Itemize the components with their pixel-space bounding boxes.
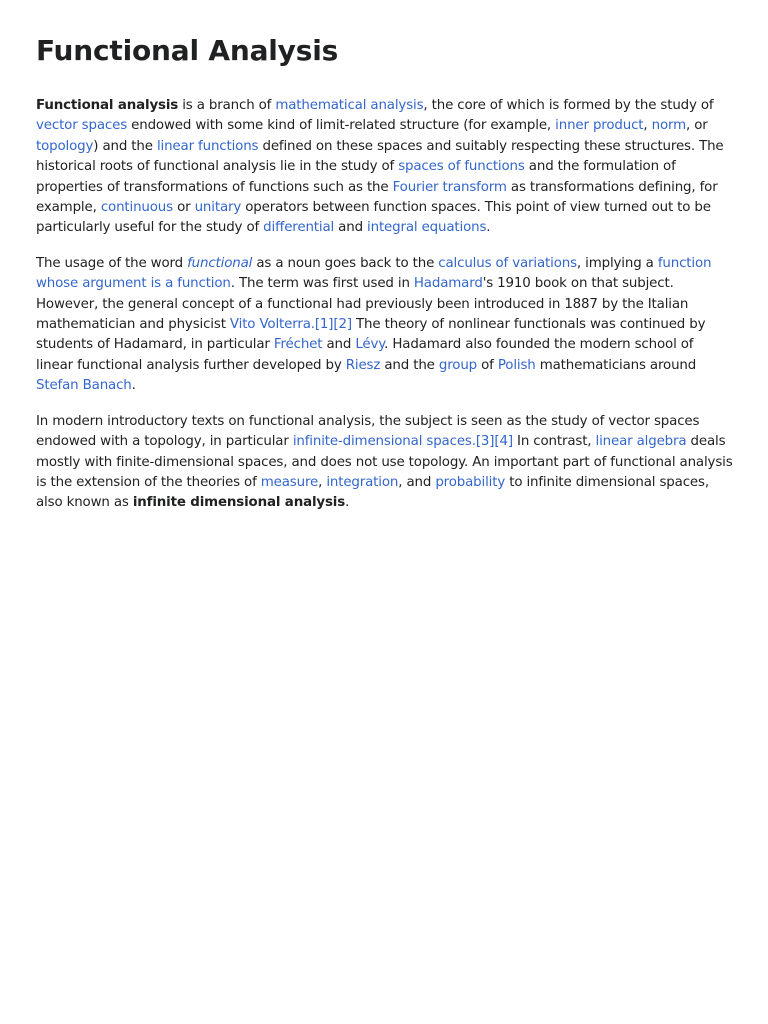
text-span: or xyxy=(172,200,195,216)
text-span: endowed with some kind of limit-related structure (for example, xyxy=(127,118,556,134)
text-span: mathematicians around xyxy=(535,357,697,373)
text-span: , and xyxy=(398,474,436,490)
text-span: , xyxy=(318,474,327,490)
text-span: The usage of the word xyxy=(36,255,188,271)
link-differential[interactable]: differential xyxy=(263,220,335,236)
link-riesz[interactable]: Riesz xyxy=(345,357,381,373)
link-linear-algebra[interactable]: linear algebra xyxy=(595,434,687,450)
link-linear-functions[interactable]: linear functions xyxy=(156,138,259,154)
text-span: ) and the xyxy=(93,138,157,154)
text-span: and xyxy=(334,220,368,236)
bold-term-functional-analysis: Functional analysis xyxy=(36,98,179,113)
link-inner-product[interactable]: inner product xyxy=(555,118,644,134)
text-span: and the formulation of properties of transformations of functions such as the xyxy=(36,159,676,195)
text-span: , the core of which is formed by the study of xyxy=(423,98,714,113)
text-span: as a noun goes back to the xyxy=(252,255,439,271)
text-span: . xyxy=(131,378,136,394)
link-integration[interactable]: integration xyxy=(326,474,399,490)
text-span: , xyxy=(643,118,652,134)
link-spaces-of-functions[interactable]: spaces of functions xyxy=(398,159,525,175)
text-span: as transformations defining, for example, xyxy=(36,179,718,216)
citation-link-2[interactable]: [2] xyxy=(333,317,352,333)
paragraph-modern xyxy=(36,412,734,514)
text-span: 's 1910 book on that subject. However, the general concept of a functional had previously been introduced in 1887 by the Italian mathematician and physicist xyxy=(36,276,689,333)
link-function-whose-argument-is-a-function[interactable]: function whose argument is a function xyxy=(36,255,712,292)
paragraph-history xyxy=(36,254,734,397)
link-mathematical-analysis[interactable]: mathematical analysis xyxy=(275,98,424,113)
link-vector-spaces[interactable]: vector spaces xyxy=(36,118,128,134)
link-hadamard[interactable]: Hadamard xyxy=(413,276,483,292)
link-functional[interactable] xyxy=(187,256,252,271)
text-span: deals mostly with finite-dimensional spaces, and does not use topology. An important part of functional analysis is the extension of the theories of xyxy=(36,434,733,490)
link-measure[interactable]: measure xyxy=(260,474,319,490)
link-fourier-transform[interactable]: Fourier transform xyxy=(392,179,507,195)
citation-link-1[interactable]: [1] xyxy=(314,317,334,333)
text-span: to infinite dimensional spaces, also known as xyxy=(36,474,709,511)
link-frechet[interactable]: Fréchet xyxy=(273,337,323,353)
text-span: In modern introductory texts on functional analysis, the subject is seen as the study of vector spaces endowed with a topology, in particular xyxy=(36,413,700,450)
text-span: The theory of nonlinear functionals was continued by students of Hadamard, in particular xyxy=(36,317,706,353)
text-span: , or xyxy=(686,118,708,134)
link-functional-label: functional xyxy=(187,255,253,271)
link-calculus-of-variations[interactable]: calculus of variations xyxy=(438,255,577,271)
citation-link-4[interactable]: [4] xyxy=(494,434,513,450)
link-unitary[interactable]: unitary xyxy=(194,200,242,216)
link-vito-volterra[interactable]: Vito Volterra. xyxy=(229,317,315,333)
link-infinite-dimensional-spaces[interactable]: infinite-dimensional spaces. xyxy=(292,434,476,450)
text-span: operators between function spaces. This point of view turned out to be particularly useful for the study of xyxy=(36,200,711,236)
page-title: Functional Analysis xyxy=(36,34,339,67)
link-levy[interactable]: Lévy xyxy=(355,337,385,353)
text-span: and the xyxy=(380,357,439,373)
link-group[interactable]: group xyxy=(438,357,477,373)
text-span: , implying a xyxy=(576,255,658,271)
text-span: . xyxy=(486,220,491,236)
link-norm[interactable]: norm xyxy=(651,118,687,134)
text-span: of xyxy=(477,357,498,373)
link-probability[interactable]: probability xyxy=(435,474,506,490)
link-stefan-banach[interactable]: Stefan Banach xyxy=(36,378,132,394)
text-span: . The term was first used in xyxy=(230,276,414,292)
link-topology[interactable]: topology xyxy=(36,138,94,154)
link-continuous[interactable]: continuous xyxy=(100,200,173,216)
text-span: In contrast, xyxy=(512,434,596,450)
text-span: . xyxy=(345,495,350,511)
paragraph-intro xyxy=(36,96,734,239)
link-polish[interactable]: Polish xyxy=(497,357,536,373)
text-span: and xyxy=(322,337,356,353)
text-span: defined on these spaces and suitably respecting these structures. The historical roots of functional analysis lie in the study of xyxy=(36,138,724,175)
citation-link-3[interactable]: [3] xyxy=(475,434,495,450)
bold-term-infinite-dimensional-analysis: infinite dimensional analysis xyxy=(132,495,346,511)
text-span: is a branch of xyxy=(178,98,276,113)
text-span: . Hadamard also founded the modern school of linear functional analysis further developed by xyxy=(36,337,694,373)
link-integral-equations[interactable]: integral equations xyxy=(367,220,487,236)
